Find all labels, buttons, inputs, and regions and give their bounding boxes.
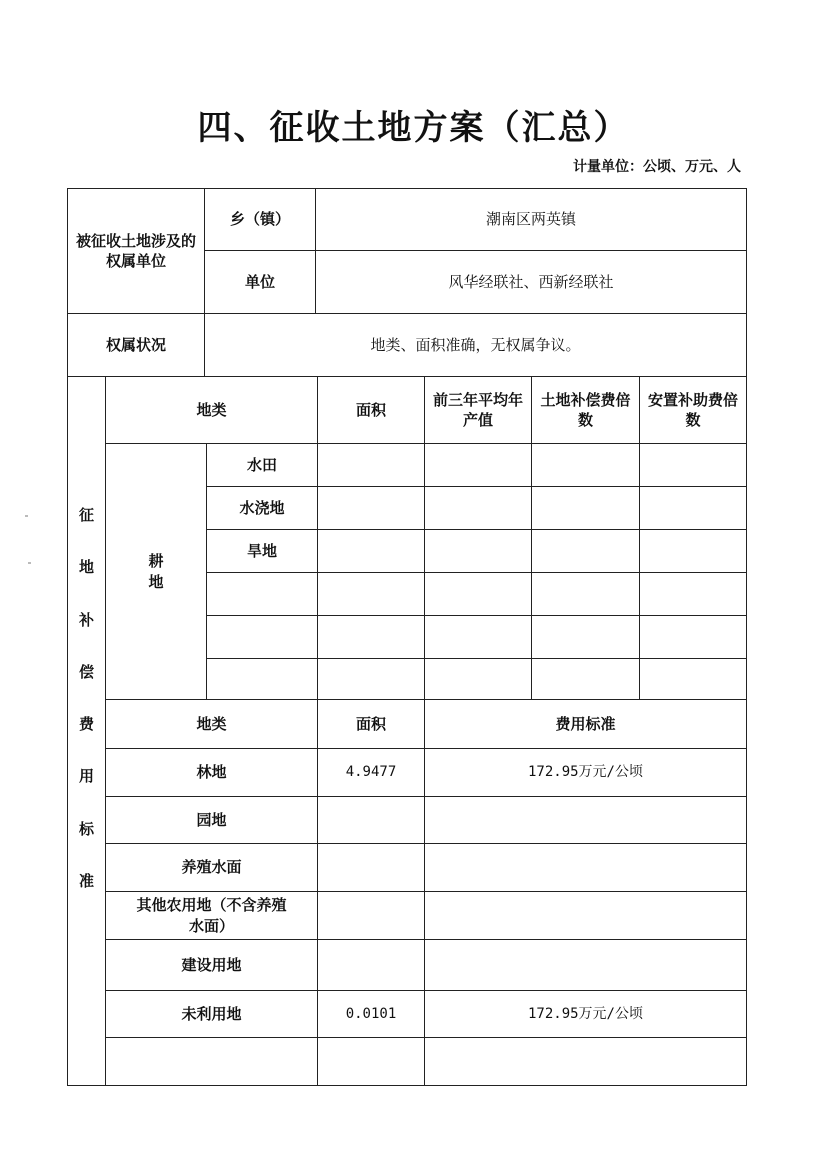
other-row-area [317,891,425,940]
farmland-cell [317,572,425,616]
farmland-cell [639,529,747,573]
other-row-area [317,796,425,844]
farmland-cell [531,615,640,659]
other-row-type: 林地 [105,748,318,797]
township-label: 乡（镇） [204,188,316,251]
farmland-cell [424,658,532,700]
other-row-type: 养殖水面 [105,843,318,892]
section-char: 费 [78,715,94,733]
farmland-header-type: 地类 [105,376,318,444]
farmland-cell [317,658,425,700]
farmland-row-type: 旱地 [206,529,318,573]
section-char: 补 [78,610,94,629]
farmland-cell [424,486,532,530]
ownership-status-label: 权属状况 [67,313,205,377]
farmland-group-label [105,443,207,700]
section-char: 准 [78,871,94,890]
other-row-area: 0.0101 [317,990,425,1038]
other-row-area: 4.9477 [317,748,425,797]
other-row-standard: 172.95万元/公顷 [424,990,747,1038]
farmland-cell [531,572,640,616]
farmland-cell [639,572,747,616]
section-char: 标 [78,819,94,838]
farmland-cell [639,658,747,700]
section-char: 地 [78,558,94,577]
farmland-cell [424,615,532,659]
farmland-cell [317,615,425,659]
other-row-standard [424,891,747,940]
farmland-header-area: 面积 [317,376,425,444]
farmland-cell [424,572,532,616]
land-acquisition-table [67,188,747,1086]
other-header-area: 面积 [317,699,425,749]
other-row-standard: 172.95万元/公顷 [424,748,747,797]
farmland-cell [317,486,425,530]
farmland-row-type [206,615,318,659]
farmland-row-type [206,572,318,616]
scan-speck [28,562,31,564]
other-row-type: 未利用地 [105,990,318,1038]
township-value: 潮南区两英镇 [315,188,747,251]
farmland-row-type: 水田 [206,443,318,487]
other-row-type: 园地 [105,796,318,844]
other-row-type: 其他农用地（不含养殖水面） [105,891,318,940]
other-row-standard [424,939,747,991]
section-char: 用 [78,767,94,786]
other-header-type: 地类 [105,699,318,749]
farmland-cell [317,443,425,487]
farmland-row-type [206,658,318,700]
section-char: 偿 [78,662,94,681]
unit-label: 单位 [204,250,316,314]
farmland-cell [531,529,640,573]
owner-group-label [67,188,205,314]
other-row-area [317,939,425,991]
farmland-cell [639,615,747,659]
other-row-area [317,1037,425,1086]
other-header-standard: 费用标准 [424,699,747,749]
farmland-cell [531,486,640,530]
farmland-cell [639,486,747,530]
farmland-cell [424,529,532,573]
owner-group-label-text: 被征收土地涉及的权属单位 [76,231,197,270]
other-row-standard [424,1037,747,1086]
other-row-standard [424,843,747,892]
section-char: 征 [78,506,94,524]
other-row-type [105,1037,318,1086]
unit-value: 风华经联社、西新经联社 [315,250,747,314]
farmland-cell [531,658,640,700]
other-row-standard [424,796,747,844]
farmland-header-output: 前三年平均年产值 [424,376,532,444]
scan-speck [25,515,28,517]
section-label [67,376,106,1086]
unit-note: 计量单位：公顷、万元、人 [573,159,741,175]
other-row-type: 建设用地 [105,939,318,991]
farmland-cell [424,443,532,487]
page-title: 四、征收土地方案（汇总） [197,108,630,148]
ownership-status-value: 地类、面积准确，无权属争议。 [204,313,747,377]
farmland-cell [639,443,747,487]
farmland-header-compensation: 土地补偿费倍数 [531,376,640,444]
farmland-cell [317,529,425,573]
farmland-row-type: 水浇地 [206,486,318,530]
other-row-area [317,843,425,892]
farmland-group-char: 耕 [148,552,164,571]
farmland-cell [531,443,640,487]
farmland-group-char: 地 [148,572,164,591]
farmland-header-resettlement: 安置补助费倍数 [639,376,747,444]
